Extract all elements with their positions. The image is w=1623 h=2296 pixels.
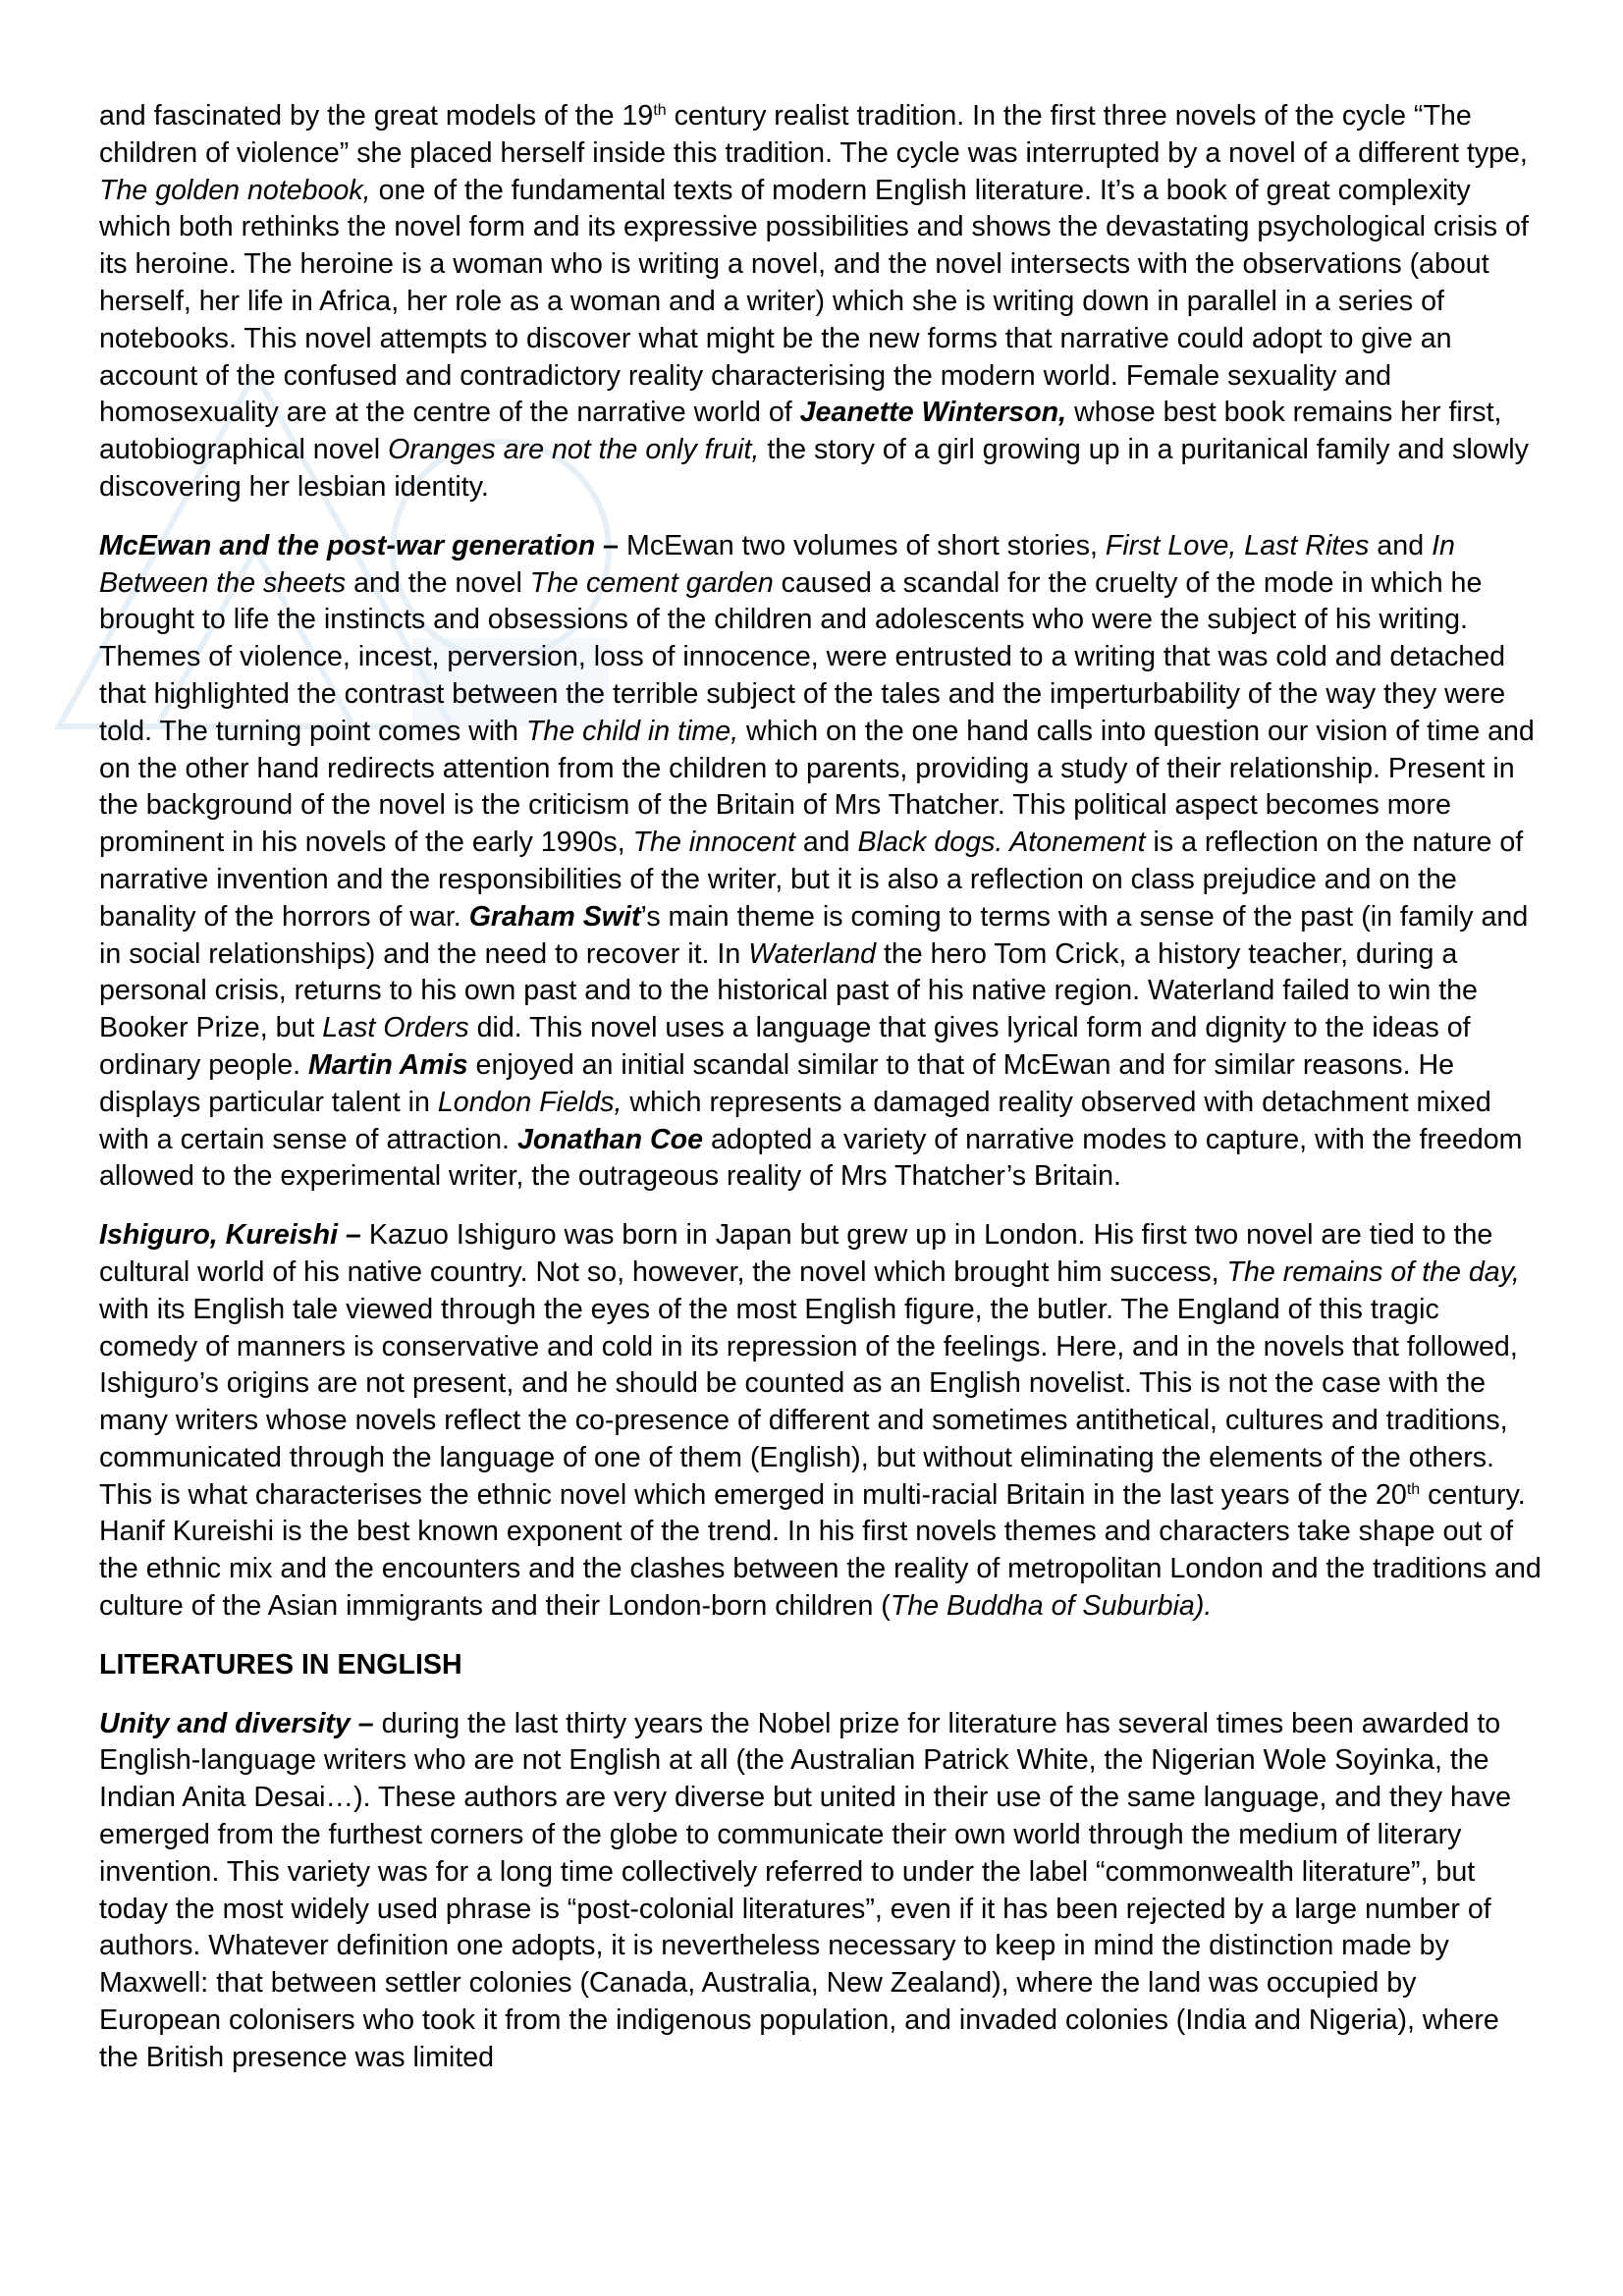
emphasis-run: Waterland xyxy=(748,937,877,970)
emphasis-run: The child in time, xyxy=(525,715,739,747)
text-run: century. Hanif Kureishi is the best known exponent of the trend. In his first novels themes and characters take shape out of the ethnic mix and the encounters and the clashes between the reality of metropolitan London and the traditions and culture of the Asian immigrants and their London-born children ( xyxy=(99,1478,1542,1623)
text-run: and the novel xyxy=(346,566,530,599)
paragraph-lead-title: Unity and diversity – xyxy=(99,1707,374,1739)
emphasis-run: The Buddha of Suburbia). xyxy=(890,1590,1213,1623)
text-run: and xyxy=(794,827,858,859)
body-paragraph xyxy=(99,528,1542,1196)
text-run: ’s main theme is coming to terms with a sense of the past (in family and in social relationships) and the need to recover it. In xyxy=(99,900,1529,970)
text-run: which represents a damaged reality observed with detachment mixed with a certain sense of attraction. xyxy=(99,1086,1491,1155)
text-run: caused a scandal for the cruelty of the mode in which he brought to life the instincts and obsessions of the children and adolescents who were the subject of his writing. Themes of violence, incest, perversion, loss of innocence, were entrusted to a writing that was cold and detached that highlighted the contrast between the terrible subject of the tales and the imperturbability of the way they were told. The turning point comes with xyxy=(99,566,1506,747)
emphasis-run: Last Orders xyxy=(322,1012,469,1044)
text-run: and fascinated by the great models of the 19 xyxy=(99,100,654,132)
emphasis-run: London Fields, xyxy=(437,1086,622,1118)
emphasis-run: Oranges are not the only fruit, xyxy=(388,434,760,466)
paragraph-lead-title: Ishiguro, Kureishi – xyxy=(99,1219,361,1252)
text-run: during the last thirty years the Nobel prize for literature has several times been awarded to English-language writers who are not English at all (the Australian Patrick White, the Nigerian Wole Soyinka, the Indian Anita Desai…). These authors are very diverse but united in their use of the same language, and they have emerged from the furthest corners of the globe to communicate their own world through the medium of literary invention. This variety was for a long time collectively referred to under the label “commonwealth literature”, but today the most widely used phrase is “post-colonial literatures”, even if it has been rejected by a large number of authors. Whatever definition one adopts, it is nevertheless necessary to keep in mind the distinction made by Maxwell: that between settler colonies (Canada, Australia, New Zealand), where the land was occupied by European colonisers who took it from the indigenous population, and invaded colonies (India and Nigeria), where the British presence was limited xyxy=(99,1707,1511,2073)
text-run: Kazuo Ishiguro was born in Japan but grew up in London. His first two novel are tied to the cultural world of his native country. Not so, however, the novel which brought him success, xyxy=(99,1219,1493,1288)
superscript: th xyxy=(653,102,667,119)
emphasis-run: Martin Amis xyxy=(308,1048,468,1081)
text-run: which on the one hand calls into question our vision of time and on the other hand redirects attention from the children to parents, providing a study of their relationship. Present in the background of the novel is the criticism of the Britain of Mrs Thatcher. This political aspect becomes more prominent in his novels of the early 1990s, xyxy=(99,715,1535,859)
text-run: whose best book remains her first, autobiographical novel xyxy=(99,397,1502,466)
emphasis-run: Black dogs. Atonement xyxy=(857,827,1146,859)
body-paragraph xyxy=(99,1217,1542,1626)
body-paragraph xyxy=(99,98,1542,507)
superscript: th xyxy=(1406,1480,1421,1498)
text-run: did. This novel uses a language that gives lyrical form and dignity to the ideas of ordinary people. xyxy=(99,1012,1471,1081)
emphasis-run: The innocent xyxy=(632,827,795,859)
emphasis-run: The golden notebook, xyxy=(99,174,371,206)
emphasis-run: Jeanette Winterson, xyxy=(799,397,1067,429)
text-run: century realist tradition. In the first three novels of the cycle “The children of violence” she placed herself inside this tradition. The cycle was interrupted by a novel of a different type, xyxy=(99,100,1528,169)
body-paragraph xyxy=(99,1706,1542,2077)
text-run: the story of a girl growing up in a puritanical family and slowly discovering her lesbian identity. xyxy=(99,434,1529,503)
emphasis-run: Jonathan Coe xyxy=(516,1123,704,1155)
emphasis-run: The remains of the day, xyxy=(1226,1255,1520,1288)
text-run: enjoyed an initial scandal similar to that of McEwan and for similar reasons. He displays particular talent in xyxy=(99,1048,1455,1118)
emphasis-run: Graham Swit xyxy=(468,900,641,933)
text-run: one of the fundamental texts of modern English literature. It’s a book of great complexity which both rethinks the novel form and its expressive possibilities and shows the devastating psychological crisis of its heroine. The heroine is a woman who is writing a novel, and the novel intersects with the observations (about herself, her life in Africa, her role as a woman and a writer) which she is writing down in parallel in a series of notebooks. This novel attempts to discover what might be the new forms that narrative could adopt to give an account of the confused and contradictory reality characterising the modern world. Female sexuality and homosexuality are at the centre of the narrative world of xyxy=(99,174,1529,429)
text-run: McEwan two volumes of short stories, xyxy=(619,529,1106,561)
paragraph-lead-title: McEwan and the post-war generation – xyxy=(99,529,620,561)
emphasis-run: In Between the sheets xyxy=(99,529,1455,599)
emphasis-run: The cement garden xyxy=(529,566,774,599)
emphasis-run: First Love, Last Rites xyxy=(1105,529,1370,561)
text-run: and xyxy=(1369,529,1433,561)
section-heading: LITERATURES IN ENGLISH xyxy=(99,1648,462,1681)
document-page xyxy=(99,98,1542,2099)
text-run: with its English tale viewed through the eyes of the most English figure, the butler. The England of this tragic comedy of manners is conservative and cold in its repression of the feelings. Here, and in the novels that followed, Ishiguro’s origins are not present, and he should be counted as an English novelist. This is not the case with the many writers whose novels reflect the co-presence of different and sometimes antithetical, cultures and traditions, communicated through the language of one of them (English), but without eliminating the elements of the others. This is what characterises the ethnic novel which emerged in multi-racial Britain in the last years of the 20 xyxy=(99,1293,1518,1511)
text-run: is a reflection on the nature of narrative invention and the responsibilities of the writer, but it is also a reflection on class prejudice and on the banality of the horrors of war. xyxy=(99,827,1524,933)
text-run: the hero Tom Crick, a history teacher, during a personal crisis, returns to his own past and to the historical past of his native region. Waterland failed to win the Booker Prize, but xyxy=(99,937,1478,1044)
text-run: adopted a variety of narrative modes to capture, with the freedom allowed to the experimental writer, the outrageous reality of Mrs Thatcher’s Britain. xyxy=(99,1123,1523,1193)
